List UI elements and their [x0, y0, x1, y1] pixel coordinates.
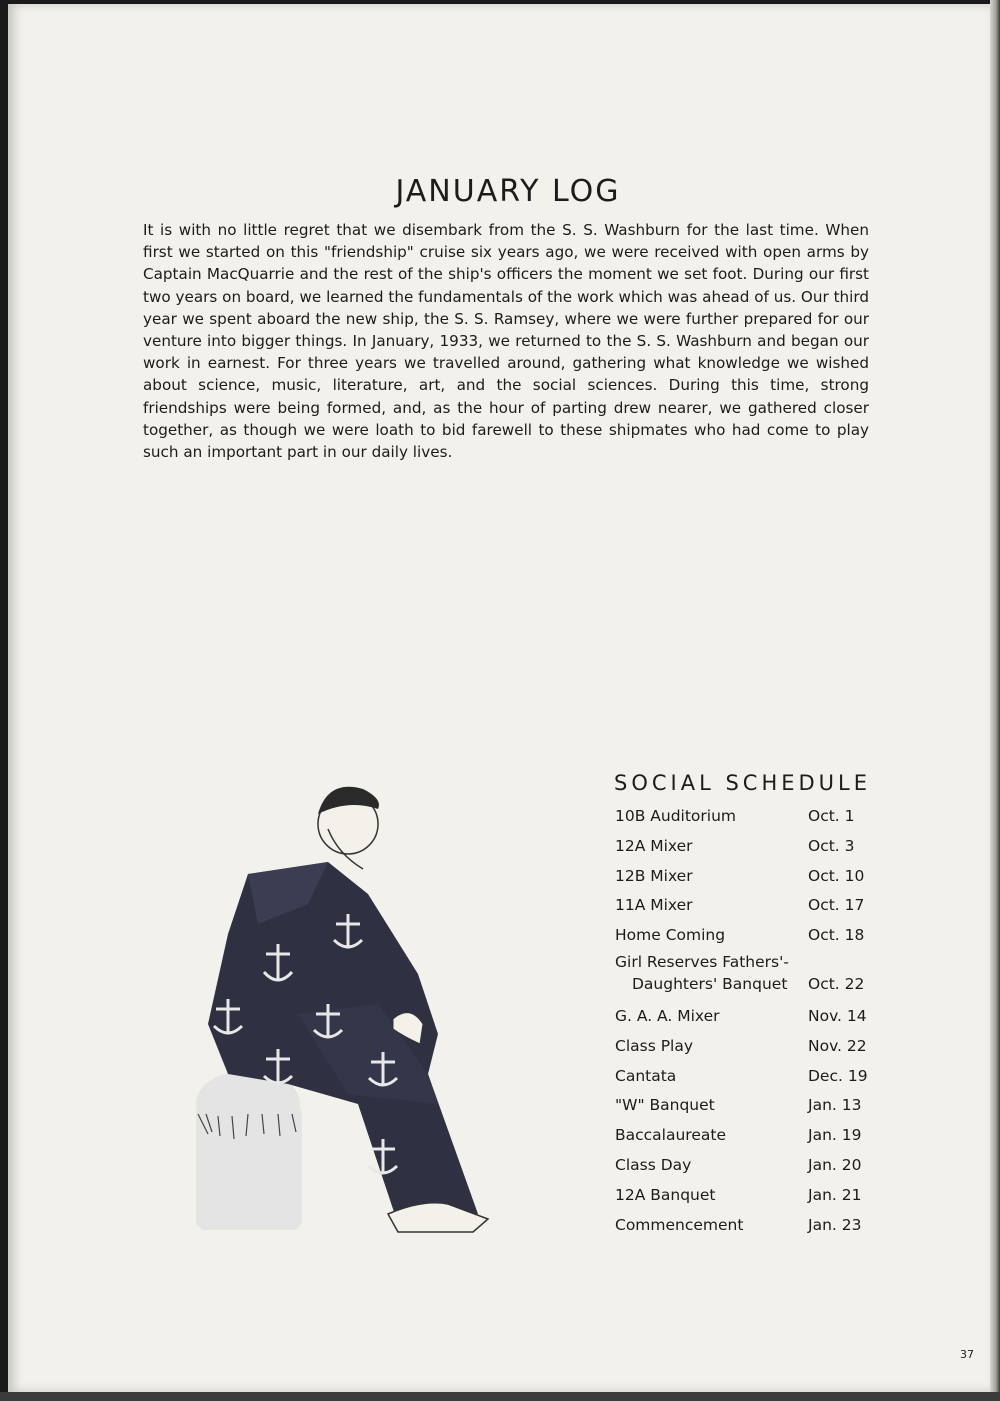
schedule-row	[615, 1032, 873, 1062]
event-name: 12B Mixer	[615, 866, 693, 885]
event-name: 12A Mixer	[615, 836, 693, 855]
event-date: Nov. 22	[808, 1036, 867, 1055]
event-name: Home Coming	[615, 926, 726, 945]
event-name: Cantata	[615, 1066, 677, 1085]
event-name: 10B Auditorium	[615, 807, 737, 825]
schedule-row	[615, 1211, 873, 1241]
event-name-line1: Girl Reserves Fathers'-	[615, 952, 789, 971]
event-name: Class Day	[615, 1155, 692, 1174]
event-date: Dec. 19	[808, 1066, 868, 1085]
page-sheet	[8, 4, 990, 1392]
schedule-row	[615, 802, 873, 832]
schedule-row	[615, 1181, 873, 1211]
schedule-row	[615, 1091, 873, 1121]
event-date: Jan. 20	[808, 1155, 862, 1174]
event-name-line2: Daughters' Banquet	[632, 974, 788, 993]
schedule-row	[615, 891, 873, 921]
event-date: Oct. 3	[808, 836, 855, 855]
event-date: Oct. 18	[808, 926, 865, 945]
schedule-row	[615, 862, 873, 892]
event-date: Nov. 14	[808, 1006, 867, 1025]
event-name: 12A Banquet	[615, 1185, 716, 1204]
event-name: 11A Mixer	[615, 896, 693, 915]
schedule-row	[615, 1062, 873, 1092]
sailor-illustration	[188, 774, 498, 1244]
schedule-list	[615, 802, 873, 1240]
event-date: Jan. 13	[808, 1096, 862, 1115]
schedule-row	[615, 1002, 873, 1032]
book-edge-right	[990, 0, 1000, 1401]
schedule-row	[615, 951, 873, 1002]
event-date: Jan. 21	[808, 1185, 862, 1204]
event-date: Jan. 23	[808, 1215, 862, 1234]
event-date: Oct. 17	[808, 896, 865, 915]
schedule-title: SOCIAL SCHEDULE	[614, 771, 872, 795]
event-name	[615, 951, 789, 995]
event-name: Commencement	[615, 1215, 744, 1234]
event-date: Oct. 10	[808, 866, 865, 885]
intro-paragraph: It is with no little regret that we disembark from the S. S. Washburn for the last time. When first we started on this "friendship" cruise six years ago, we were received with open arms by Captain MacQuarrie and the rest of the ship's officers the moment we set foot. During our first two years on board, we learned the fundamentals of the work which was ahead of us. Our third year we spent aboard the new ship, the S. S. Ramsey, where we were further prepared for our venture into bigger things. In January, 1933, we returned to the S. S. Washburn and began our work in earnest. For three years we travelled around, gathering what knowledge we wished about science, music, literature, art, and the social sciences. During this time, strong friendships were being formed, and, as the hour of parting drew nearer, we gathered closer together, as though we were loath to bid farewell to these shipmates who had come to play such an important part in our daily lives.	[143, 221, 869, 462]
schedule-row	[615, 1121, 873, 1151]
event-name: "W" Banquet	[615, 1096, 715, 1115]
event-date: Jan. 19	[808, 1126, 862, 1145]
event-name: G. A. A. Mixer	[615, 1006, 720, 1025]
schedule-row	[615, 1151, 873, 1181]
schedule-row	[615, 921, 873, 951]
event-name: Baccalaureate	[615, 1126, 726, 1145]
page-number: 37	[960, 1348, 974, 1361]
event-date: Oct. 22	[808, 974, 865, 993]
book-edge-bottom	[0, 1392, 1000, 1401]
event-date: Oct. 1	[808, 807, 855, 825]
schedule-row	[615, 832, 873, 862]
page-title: JANUARY LOG	[395, 174, 621, 209]
event-name: Class Play	[615, 1036, 694, 1055]
